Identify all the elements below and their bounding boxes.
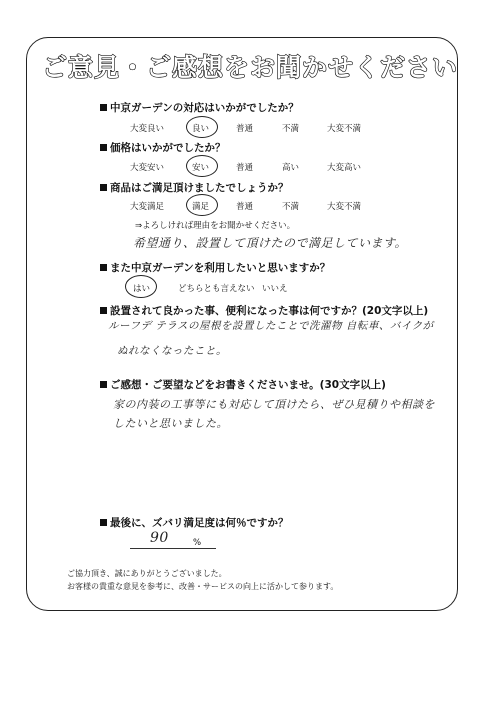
question-2-label: 価格はいかがでしたか？ [110,142,226,154]
q5-answer-line-1[interactable]: ルーフデ テラスの屋根を設置したことで洗濯物 自転車、バイクが [108,320,434,332]
page-title: ご意見・ご感想をお聞かせください [41,53,458,82]
square-bullet-icon [100,381,107,388]
q1-selection-circle [186,116,218,138]
square-bullet-icon [100,519,107,526]
q3-option-0[interactable]: 大変満足 [130,202,165,212]
q3-option-4[interactable]: 大変不満 [327,202,362,212]
q6-answer-line-1[interactable]: 家の内装の工事等にも対応して頂けたら、ぜひ見積りや相談を [113,398,435,411]
q3-reason-answer[interactable]: 希望通り、設置して頂けたので満足しています。 [133,236,408,250]
q2-option-4[interactable]: 大変高い [327,163,362,173]
question-5-label: 設置されて良かった事、便利になった事は何ですか？(20文字以上) [110,305,429,317]
question-6-label: ご感想・ご要望などをお書きくださいませ。(30文字以上) [110,379,386,391]
square-bullet-icon [100,307,107,314]
q4-option-0[interactable]: はい [133,284,151,294]
question-5 [100,303,428,318]
question-4-label: また中京ガーデンを利用したいと思いますか？ [110,262,331,274]
q1-option-2[interactable]: 普通 [236,124,254,134]
square-bullet-icon [100,104,107,111]
q3-option-2[interactable]: 普通 [236,202,254,212]
q3-option-3[interactable]: 不満 [282,202,300,212]
q3-selection-circle [186,194,218,216]
q7-answer-underline [130,548,216,549]
square-bullet-icon [100,144,107,151]
question-7 [100,515,289,530]
footer-message: お客様の貴重な意見を参考に、改善・サービスの向上に活かして参ります。 [67,582,339,591]
question-4 [100,260,330,275]
q4-selection-circle [125,275,157,298]
question-7-label: 最後に、ズバリ満足度は何％ですか？ [110,517,289,529]
q5-answer-line-2[interactable]: ぬれなくなったこと。 [117,345,227,357]
question-3-label: 商品はご満足頂けましたでしょうか？ [110,182,289,194]
q1-option-1[interactable]: 良い [192,124,210,134]
q1-option-4[interactable]: 大変不満 [327,124,362,134]
question-6 [100,377,386,392]
question-2 [100,140,226,155]
square-bullet-icon [100,184,107,191]
question-1 [100,100,299,115]
q1-option-0[interactable]: 大変良い [130,124,165,134]
footer-thanks: ご協力頂き、誠にありがとうございました。 [67,569,227,578]
q2-selection-circle [186,155,218,177]
q3-option-1[interactable]: 満足 [192,202,210,212]
q2-option-2[interactable]: 普通 [236,163,254,173]
question-1-label: 中京ガーデンの対応はいかがでしたか？ [110,102,299,114]
q4-option-1[interactable]: どちらとも言えない [178,284,255,294]
q2-option-0[interactable]: 大変安い [130,163,165,173]
q6-answer-line-2[interactable]: したいと思いました。 [113,417,228,430]
question-3 [100,180,289,195]
q1-option-3[interactable]: 不満 [282,124,300,134]
q3-reason-prompt: ⇒よろしければ理由をお聞かせください。 [135,221,296,231]
square-bullet-icon [100,264,107,271]
q4-option-2[interactable]: いいえ [262,284,288,294]
q7-percent-unit: % [193,538,202,548]
q7-satisfaction-value[interactable]: 90 [150,530,169,546]
q2-option-3[interactable]: 高い [282,163,300,173]
q2-option-1[interactable]: 安い [192,163,210,173]
